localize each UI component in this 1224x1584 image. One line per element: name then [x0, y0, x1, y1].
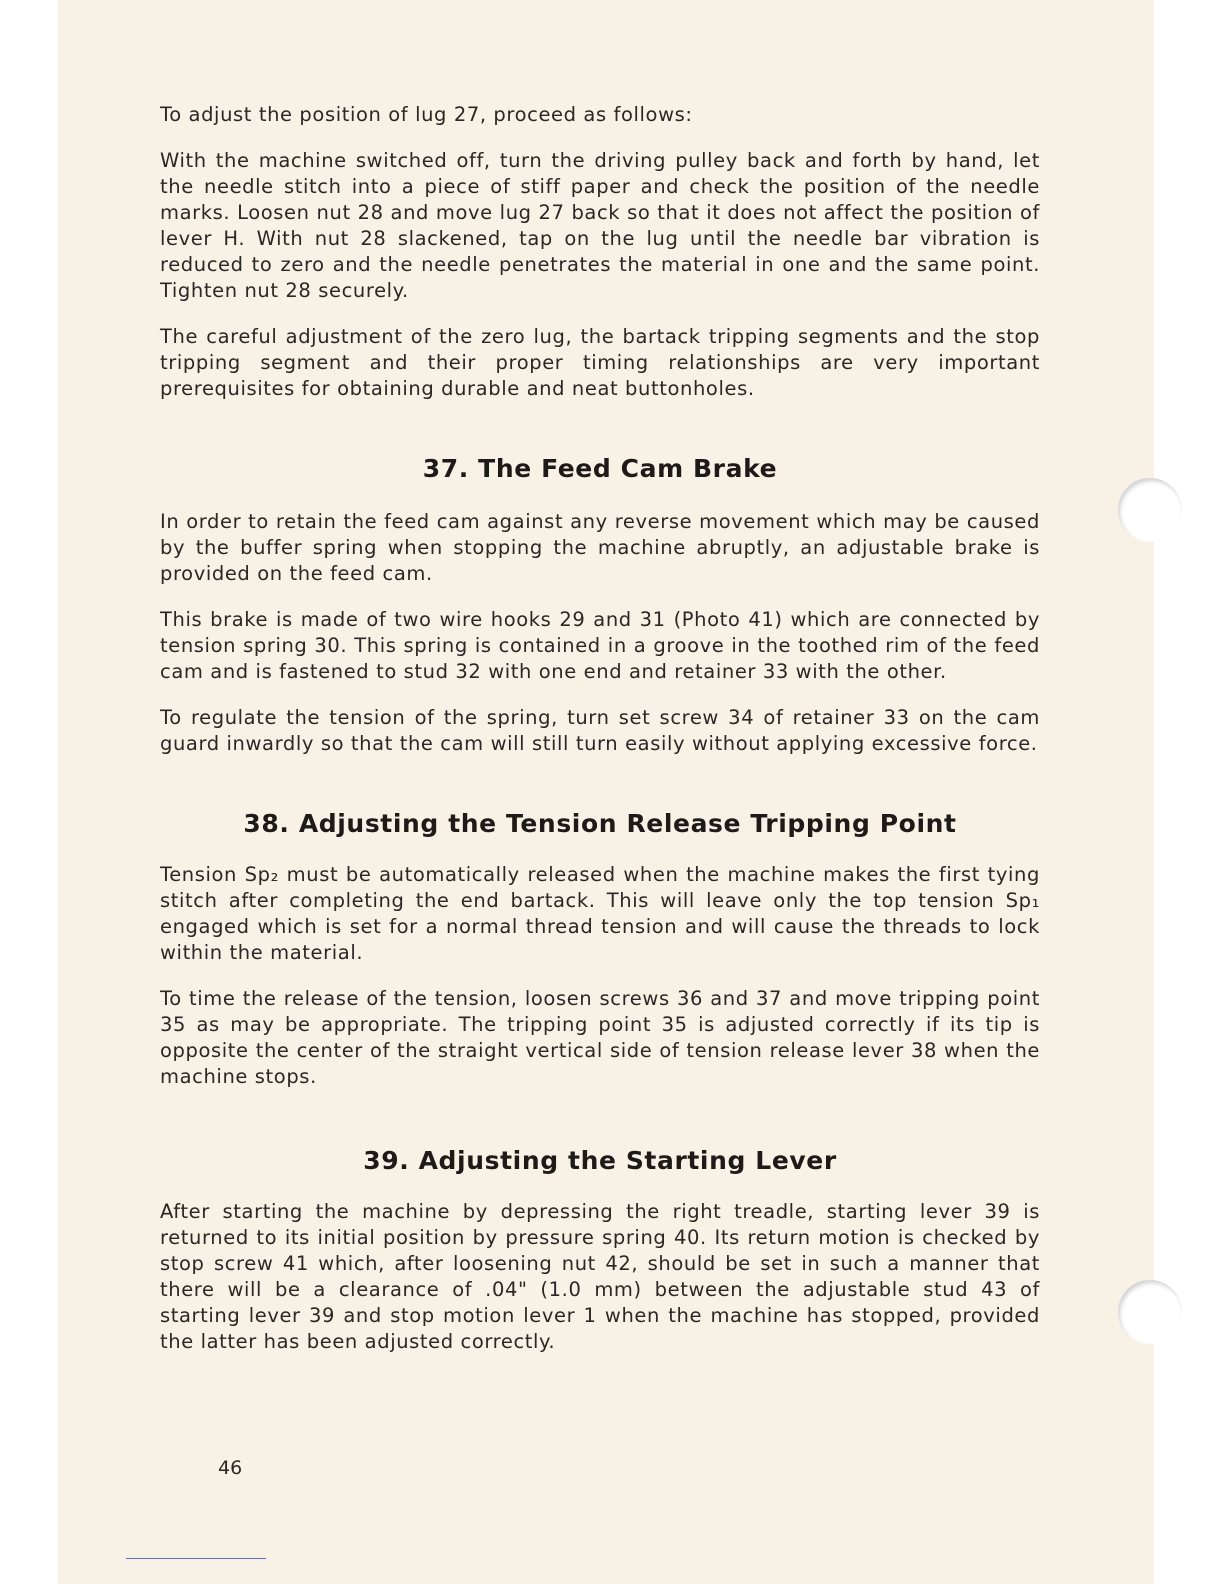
section-38-paragraph-2: To time the release of the tension, loosen screws 36 and 37 and move tripping point 35 as may be appropriate. The tripping point 35 is adjusted correctly if its tip is opposite the center of the straight vertical side of tension release lever 38 when the machine stops. [160, 987, 1040, 1088]
section-37-heading: 37. The Feed Cam Brake [422, 454, 778, 483]
lug-adjustment-paragraph: With the machine switched off, turn the driving pulley back and forth by hand, let the needle stitch into a piece of stiff paper and check the position of the needle marks. Loosen nut 28 and move lug 27 back so that it does not affect the position of lever H. With nut 28 slackened, tap on the lug until the needle bar vibration is reduced to zero and the needle penetrates the material in one and the same point. Tighten nut 28 securely. [160, 149, 1040, 302]
page-number: 46 [218, 1457, 243, 1479]
section-38-heading: 38. Adjusting the Tension Release Tripping Point [243, 809, 957, 838]
binder-hole [1118, 1280, 1182, 1344]
section-39-heading: 39. Adjusting the Starting Lever [363, 1146, 837, 1175]
section-37-paragraph-3: To regulate the tension of the spring, turn set screw 34 of retainer 33 on the cam guard inwardly so that the cam will still turn easily without applying excessive force. [160, 706, 1040, 755]
section-37-paragraph-2: This brake is made of two wire hooks 29 and 31 (Photo 41) which are connected by tension spring 30. This spring is contained in a groove in the toothed rim of the feed cam and is fastened to stud 32 with one end and retainer 33 with the other. [160, 608, 1040, 683]
intro-line: To adjust the position of lug 27, proceed as follows: [160, 103, 693, 126]
page-content [160, 102, 1040, 1375]
adjustment-importance-paragraph: The careful adjustment of the zero lug, the bartack tripping segments and the stop tripping segment and their proper timing relationships are very important prerequisites for obtaining durable and neat buttonholes. [160, 325, 1040, 400]
scan-edge-line [126, 1558, 266, 1559]
section-39-paragraph-1: After starting the machine by depressing the right treadle, starting lever 39 is returned to its initial position by pressure spring 40. Its return motion is checked by stop screw 41 which, after loosening nut 42, should be set in such a manner that there will be a clearance of .04" (1.0 mm) between the adjustable stud 43 of starting lever 39 and stop motion lever 1 when the machine has stopped, provided the latter has been adjusted correctly. [160, 1200, 1040, 1353]
section-38-paragraph-1: Tension Sp₂ must be automatically released when the machine makes the first tying stitch after completing the end bartack. This will leave only the top tension Sp₁ engaged which is set for a normal thread tension and will cause the threads to lock within the material. [160, 863, 1040, 964]
section-37-paragraph-1: In order to retain the feed cam against any reverse movement which may be caused by the buffer spring when stopping the machine abruptly, an adjustable brake is provided on the feed cam. [160, 510, 1040, 585]
binder-hole [1118, 478, 1182, 542]
